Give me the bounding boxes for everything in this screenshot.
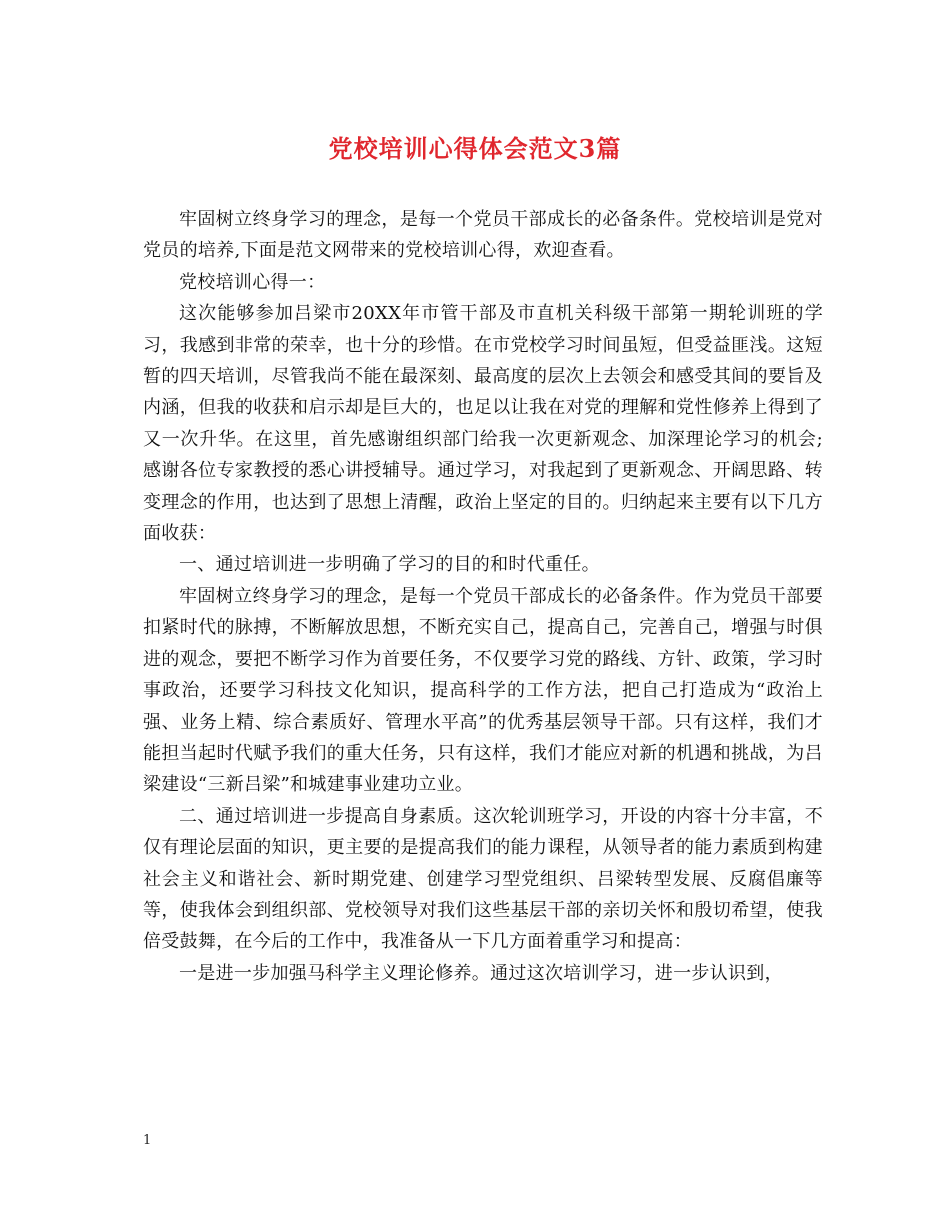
paragraph-point-two: 二、通过培训进一步提高自身素质。这次轮训班学习，开设的内容十分丰富，不仅有理论层面的知识，更主要的是提高我们的能力课程，从领导者的能力素质到构建社会主义和谐社会、新时期党建、创建学习型党组织、吕梁转型发展、反腐倡廉等等，使我体会到组织部、党校领导对我们这些基层干部的亲切关怀和殷切希望，使我倍受鼓舞，在今后的工作中，我准备从一下几方面着重学习和提高： [143, 805, 823, 953]
paragraph-point-one-body: 牢固树立终身学习的理念，是每一个党员干部成长的必备条件。作为党员干部要扣紧时代的脉搏，不断解放思想，不断充实自己，提高自己，完善自己，增强与时俱进的观念，要把不断学习作为首要任务，不仅要学习党的路线、方针、政策，学习时事政治，还要学习科技文化知识，提高科学的工作方法，把自己打造成为“政治上强、业务上精、综合素质好、管理水平高”的优秀基层领导干部。只有这样，我们才能担当起时代赋予我们的重大任务，只有这样，我们才能应对新的机遇和挑战，为吕梁建设“三新吕梁”和城建事业建功立业。 [143, 585, 823, 796]
paragraph-point-two-first: 一是进一步加强马科学主义理论修养。通过这次培训学习，进一步认识到， [179, 962, 783, 984]
paragraph-point-one-heading: 一、通过培训进一步明确了学习的目的和时代重任。 [179, 554, 600, 576]
page-number: 1 [143, 1133, 152, 1148]
document-title: 党校培训心得体会范文3篇 [328, 134, 622, 163]
paragraph-section-heading: 党校培训心得一： [179, 271, 326, 293]
paragraph-training-experience: 这次能够参加吕梁市20XX年市管干部及市直机关科级干部第一期轮训班的学习，我感到非常的荣幸，也十分的珍惜。在市党校学习时间虽短，但受益匪浅。这短暂的四天培训，尽管我尚不能在最深刻、最高度的层次上去领会和感受其间的要旨及内涵，但我的收获和启示却是巨大的，也足以让我在对党的理解和党性修养上得到了又一次升华。在这里，首先感谢组织部门给我一次更新观念、加深理论学习的机会;感谢各位专家教授的悉心讲授辅导。通过学习，对我起到了更新观念、开阔思路、转变理念的作用，也达到了思想上清醒，政治上坚定的目的。归纳起来主要有以下几方面收获： [143, 303, 823, 545]
document-body [143, 204, 823, 989]
paragraph-intro: 牢固树立终身学习的理念，是每一个党员干部成长的必备条件。党校培训是党对党员的培养,下面是范文网带来的党校培训心得，欢迎查看。 [143, 209, 823, 262]
